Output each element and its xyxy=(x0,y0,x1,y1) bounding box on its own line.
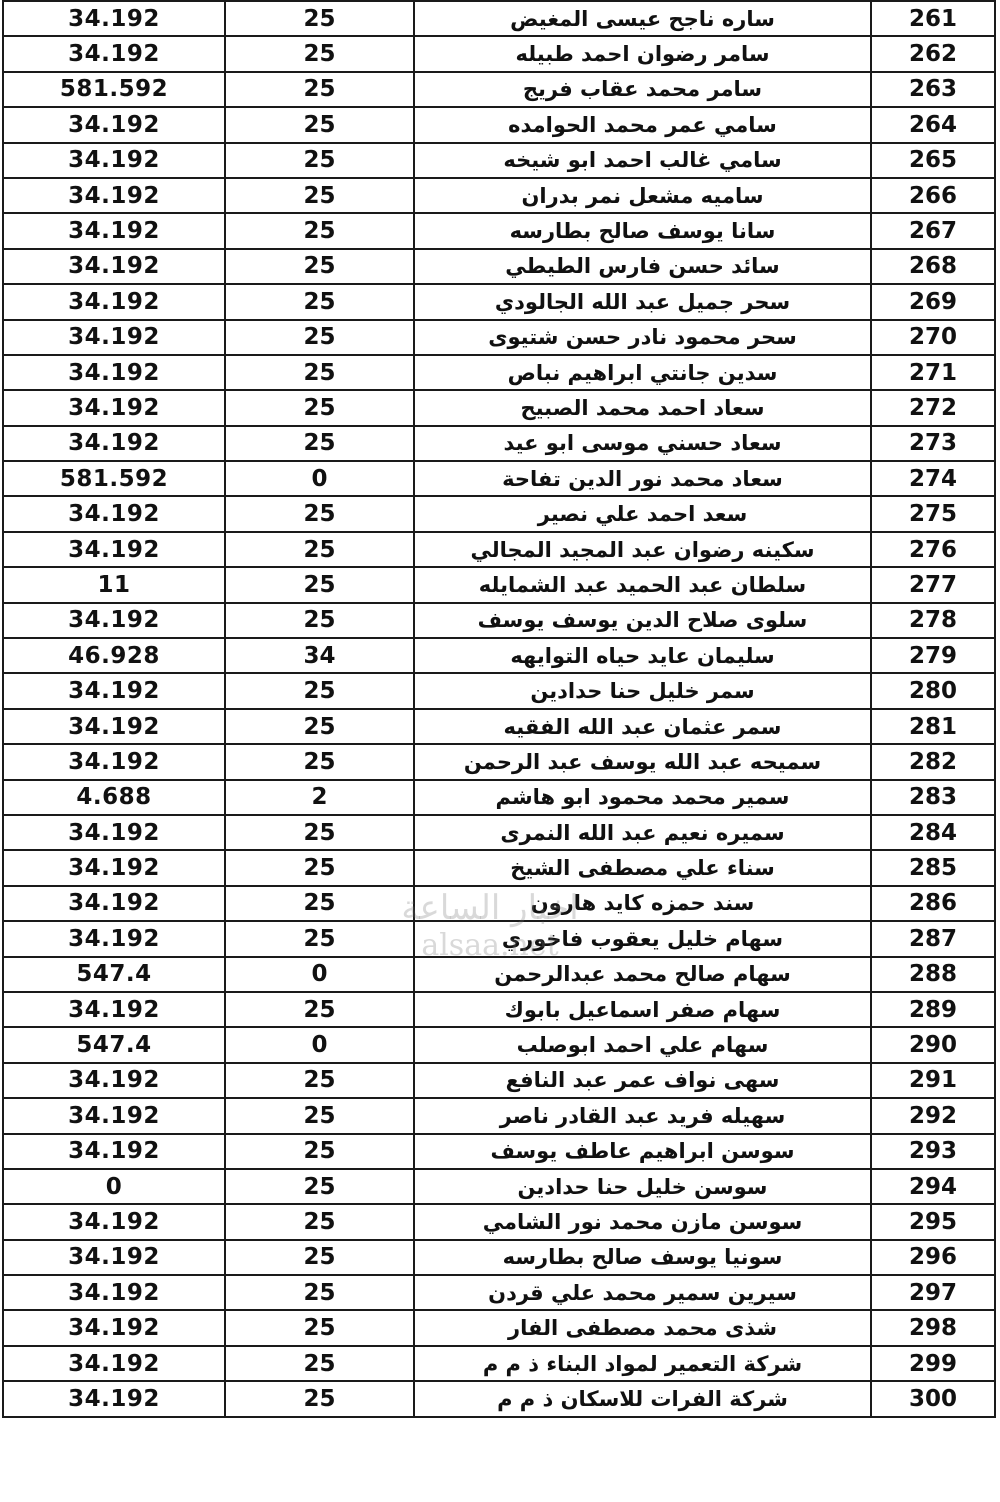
quantity-cell: 25 xyxy=(225,744,414,779)
row-number-cell: 291 xyxy=(871,1063,995,1098)
table-body xyxy=(3,1,995,1417)
table-row xyxy=(3,461,995,496)
amount-cell: 34.192 xyxy=(3,320,225,355)
amount-cell: 34.192 xyxy=(3,1275,225,1310)
amount-cell: 34.192 xyxy=(3,1381,225,1416)
table-row xyxy=(3,780,995,815)
row-number-cell: 272 xyxy=(871,390,995,425)
table-row xyxy=(3,36,995,71)
row-number-cell: 296 xyxy=(871,1240,995,1275)
table-row xyxy=(3,921,995,956)
table-row xyxy=(3,532,995,567)
row-number-cell: 282 xyxy=(871,744,995,779)
name-cell: سهيله فريد عبد القادر ناصر xyxy=(414,1098,871,1133)
amount-cell: 34.192 xyxy=(3,390,225,425)
name-cell: سامر رضوان احمد طبيله xyxy=(414,36,871,71)
amount-cell: 11 xyxy=(3,567,225,602)
name-cell: سانا يوسف صالح بطارسه xyxy=(414,213,871,248)
amount-cell: 34.192 xyxy=(3,1204,225,1239)
table-row xyxy=(3,709,995,744)
quantity-cell: 25 xyxy=(225,532,414,567)
row-number-cell: 280 xyxy=(871,673,995,708)
name-cell: سمر عثمان عبد الله الفقيه xyxy=(414,709,871,744)
quantity-cell: 25 xyxy=(225,36,414,71)
quantity-cell: 25 xyxy=(225,355,414,390)
row-number-cell: 264 xyxy=(871,107,995,142)
name-cell: سامي غالب احمد ابو شيخه xyxy=(414,143,871,178)
row-number-cell: 283 xyxy=(871,780,995,815)
amount-cell: 34.192 xyxy=(3,284,225,319)
row-number-cell: 267 xyxy=(871,213,995,248)
row-number-cell: 294 xyxy=(871,1169,995,1204)
amount-cell: 547.4 xyxy=(3,957,225,992)
amount-cell: 34.192 xyxy=(3,1310,225,1345)
quantity-cell: 2 xyxy=(225,780,414,815)
shareholder-table xyxy=(2,0,996,1418)
table-row xyxy=(3,1381,995,1416)
amount-cell: 581.592 xyxy=(3,72,225,107)
name-cell: سهى نواف عمر عبد النافع xyxy=(414,1063,871,1098)
row-number-cell: 299 xyxy=(871,1346,995,1381)
table-row xyxy=(3,744,995,779)
quantity-cell: 25 xyxy=(225,284,414,319)
amount-cell: 34.192 xyxy=(3,1240,225,1275)
row-number-cell: 274 xyxy=(871,461,995,496)
amount-cell: 34.192 xyxy=(3,532,225,567)
name-cell: سيرين سمير محمد علي قردن xyxy=(414,1275,871,1310)
quantity-cell: 25 xyxy=(225,178,414,213)
name-cell: ساميه مشعل نمر بدران xyxy=(414,178,871,213)
quantity-cell: 25 xyxy=(225,1240,414,1275)
table-row xyxy=(3,850,995,885)
row-number-cell: 297 xyxy=(871,1275,995,1310)
table-row xyxy=(3,355,995,390)
name-cell: سحر جميل عبد الله الجالودي xyxy=(414,284,871,319)
table-row xyxy=(3,320,995,355)
table-row xyxy=(3,1027,995,1062)
row-number-cell: 266 xyxy=(871,178,995,213)
row-number-cell: 279 xyxy=(871,638,995,673)
name-cell: سونيا يوسف صالح بطارسه xyxy=(414,1240,871,1275)
name-cell: سليمان عايد حياه التوايهه xyxy=(414,638,871,673)
amount-cell: 34.192 xyxy=(3,673,225,708)
amount-cell: 34.192 xyxy=(3,426,225,461)
quantity-cell: 25 xyxy=(225,107,414,142)
row-number-cell: 292 xyxy=(871,1098,995,1133)
amount-cell: 34.192 xyxy=(3,1346,225,1381)
amount-cell: 581.592 xyxy=(3,461,225,496)
table-row xyxy=(3,673,995,708)
quantity-cell: 25 xyxy=(225,426,414,461)
quantity-cell: 25 xyxy=(225,1204,414,1239)
amount-cell: 34.192 xyxy=(3,886,225,921)
table-row xyxy=(3,72,995,107)
quantity-cell: 25 xyxy=(225,1310,414,1345)
quantity-cell: 25 xyxy=(225,390,414,425)
quantity-cell: 25 xyxy=(225,1063,414,1098)
table-row xyxy=(3,249,995,284)
quantity-cell: 25 xyxy=(225,72,414,107)
row-number-cell: 287 xyxy=(871,921,995,956)
amount-cell: 34.192 xyxy=(3,1,225,36)
quantity-cell: 0 xyxy=(225,957,414,992)
name-cell: سهام خليل يعقوب فاخوري xyxy=(414,921,871,956)
amount-cell: 34.192 xyxy=(3,1098,225,1133)
name-cell: سلطان عبد الحميد عبد الشمايله xyxy=(414,567,871,602)
name-cell: سعاد حسني موسى ابو عيد xyxy=(414,426,871,461)
row-number-cell: 298 xyxy=(871,1310,995,1345)
quantity-cell: 25 xyxy=(225,1169,414,1204)
name-cell: سوسن خليل حنا حدادين xyxy=(414,1169,871,1204)
amount-cell: 34.192 xyxy=(3,249,225,284)
row-number-cell: 273 xyxy=(871,426,995,461)
amount-cell: 34.192 xyxy=(3,107,225,142)
name-cell: سكينه رضوان عبد المجيد المجالي xyxy=(414,532,871,567)
watermark-arabic: اخبار الساعة xyxy=(401,888,579,928)
quantity-cell: 25 xyxy=(225,603,414,638)
amount-cell: 0 xyxy=(3,1169,225,1204)
quantity-cell: 25 xyxy=(225,213,414,248)
table-row xyxy=(3,1310,995,1345)
name-cell: سند حمزه كايد هارون xyxy=(414,886,871,921)
name-cell: سمير محمد محمود ابو هاشم xyxy=(414,780,871,815)
amount-cell: 34.192 xyxy=(3,178,225,213)
name-cell: سمر خليل حنا حدادين xyxy=(414,673,871,708)
amount-cell: 34.192 xyxy=(3,992,225,1027)
table-row xyxy=(3,107,995,142)
row-number-cell: 293 xyxy=(871,1134,995,1169)
table-row xyxy=(3,496,995,531)
table-row xyxy=(3,1134,995,1169)
amount-cell: 34.192 xyxy=(3,850,225,885)
table-row xyxy=(3,1063,995,1098)
table-row xyxy=(3,992,995,1027)
table-row xyxy=(3,426,995,461)
row-number-cell: 277 xyxy=(871,567,995,602)
quantity-cell: 25 xyxy=(225,1346,414,1381)
row-number-cell: 295 xyxy=(871,1204,995,1239)
quantity-cell: 25 xyxy=(225,1098,414,1133)
quantity-cell: 25 xyxy=(225,886,414,921)
table-row xyxy=(3,1240,995,1275)
name-cell: سلوى صلاح الدين يوسف يوسف xyxy=(414,603,871,638)
table-row xyxy=(3,603,995,638)
table-row xyxy=(3,1,995,36)
row-number-cell: 275 xyxy=(871,496,995,531)
table-row xyxy=(3,390,995,425)
quantity-cell: 25 xyxy=(225,673,414,708)
amount-cell: 34.192 xyxy=(3,1134,225,1169)
quantity-cell: 25 xyxy=(225,992,414,1027)
row-number-cell: 276 xyxy=(871,532,995,567)
name-cell: سوسن ابراهيم عاطف يوسف xyxy=(414,1134,871,1169)
amount-cell: 34.192 xyxy=(3,496,225,531)
table-row xyxy=(3,178,995,213)
row-number-cell: 281 xyxy=(871,709,995,744)
name-cell: شركة الفرات للاسكان ذ م م xyxy=(414,1381,871,1416)
row-number-cell: 271 xyxy=(871,355,995,390)
row-number-cell: 269 xyxy=(871,284,995,319)
name-cell: شركة التعمير لمواد البناء ذ م م xyxy=(414,1346,871,1381)
row-number-cell: 270 xyxy=(871,320,995,355)
amount-cell: 34.192 xyxy=(3,213,225,248)
name-cell: ساره ناجح عيسى المغيض xyxy=(414,1,871,36)
name-cell: سميحه عبد الله يوسف عبد الرحمن xyxy=(414,744,871,779)
name-cell: سعاد محمد نور الدين تفاحة xyxy=(414,461,871,496)
name-cell: سهام علي احمد ابوصلب xyxy=(414,1027,871,1062)
name-cell: سامر محمد عقاب فريج xyxy=(414,72,871,107)
quantity-cell: 0 xyxy=(225,461,414,496)
amount-cell: 34.192 xyxy=(3,355,225,390)
table-row xyxy=(3,886,995,921)
amount-cell: 34.192 xyxy=(3,744,225,779)
quantity-cell: 0 xyxy=(225,1027,414,1062)
quantity-cell: 25 xyxy=(225,567,414,602)
row-number-cell: 262 xyxy=(871,36,995,71)
row-number-cell: 285 xyxy=(871,850,995,885)
row-number-cell: 261 xyxy=(871,1,995,36)
table-row xyxy=(3,638,995,673)
amount-cell: 46.928 xyxy=(3,638,225,673)
quantity-cell: 25 xyxy=(225,143,414,178)
table-row xyxy=(3,284,995,319)
amount-cell: 34.192 xyxy=(3,709,225,744)
row-number-cell: 265 xyxy=(871,143,995,178)
row-number-cell: 290 xyxy=(871,1027,995,1062)
name-cell: سحر محمود نادر حسن شتيوى xyxy=(414,320,871,355)
quantity-cell: 25 xyxy=(225,249,414,284)
row-number-cell: 300 xyxy=(871,1381,995,1416)
row-number-cell: 286 xyxy=(871,886,995,921)
document-sheet xyxy=(2,0,996,1500)
amount-cell: 34.192 xyxy=(3,815,225,850)
quantity-cell: 34 xyxy=(225,638,414,673)
watermark-latin: alsaa.net xyxy=(421,928,559,963)
name-cell: سامي عمر محمد الحوامده xyxy=(414,107,871,142)
quantity-cell: 25 xyxy=(225,709,414,744)
amount-cell: 34.192 xyxy=(3,603,225,638)
quantity-cell: 25 xyxy=(225,1381,414,1416)
table-row xyxy=(3,1346,995,1381)
quantity-cell: 25 xyxy=(225,850,414,885)
quantity-cell: 25 xyxy=(225,496,414,531)
amount-cell: 34.192 xyxy=(3,921,225,956)
table-row xyxy=(3,213,995,248)
row-number-cell: 289 xyxy=(871,992,995,1027)
name-cell: سناء علي مصطفى الشيخ xyxy=(414,850,871,885)
row-number-cell: 263 xyxy=(871,72,995,107)
table-row xyxy=(3,1275,995,1310)
name-cell: سميره نعيم عبد الله النمرى xyxy=(414,815,871,850)
table-row xyxy=(3,957,995,992)
row-number-cell: 284 xyxy=(871,815,995,850)
name-cell: سعد احمد علي نصير xyxy=(414,496,871,531)
name-cell: سهام صالح محمد عبدالرحمن xyxy=(414,957,871,992)
row-number-cell: 268 xyxy=(871,249,995,284)
quantity-cell: 25 xyxy=(225,320,414,355)
quantity-cell: 25 xyxy=(225,921,414,956)
quantity-cell: 25 xyxy=(225,1134,414,1169)
table-row xyxy=(3,567,995,602)
name-cell: سعاد احمد محمد الصبيح xyxy=(414,390,871,425)
table-row xyxy=(3,1169,995,1204)
amount-cell: 34.192 xyxy=(3,1063,225,1098)
row-number-cell: 278 xyxy=(871,603,995,638)
table-row xyxy=(3,143,995,178)
table-row xyxy=(3,815,995,850)
amount-cell: 547.4 xyxy=(3,1027,225,1062)
amount-cell: 4.688 xyxy=(3,780,225,815)
amount-cell: 34.192 xyxy=(3,36,225,71)
row-number-cell: 288 xyxy=(871,957,995,992)
quantity-cell: 25 xyxy=(225,1275,414,1310)
name-cell: سهام صفر اسماعيل بابوك xyxy=(414,992,871,1027)
name-cell: سوسن مازن محمد نور الشامي xyxy=(414,1204,871,1239)
name-cell: شذى محمد مصطفى الفار xyxy=(414,1310,871,1345)
name-cell: سدين جانتي ابراهيم نباص xyxy=(414,355,871,390)
quantity-cell: 25 xyxy=(225,1,414,36)
quantity-cell: 25 xyxy=(225,815,414,850)
table-row xyxy=(3,1204,995,1239)
table-row xyxy=(3,1098,995,1133)
name-cell: سائد حسن فارس الطيطي xyxy=(414,249,871,284)
amount-cell: 34.192 xyxy=(3,143,225,178)
